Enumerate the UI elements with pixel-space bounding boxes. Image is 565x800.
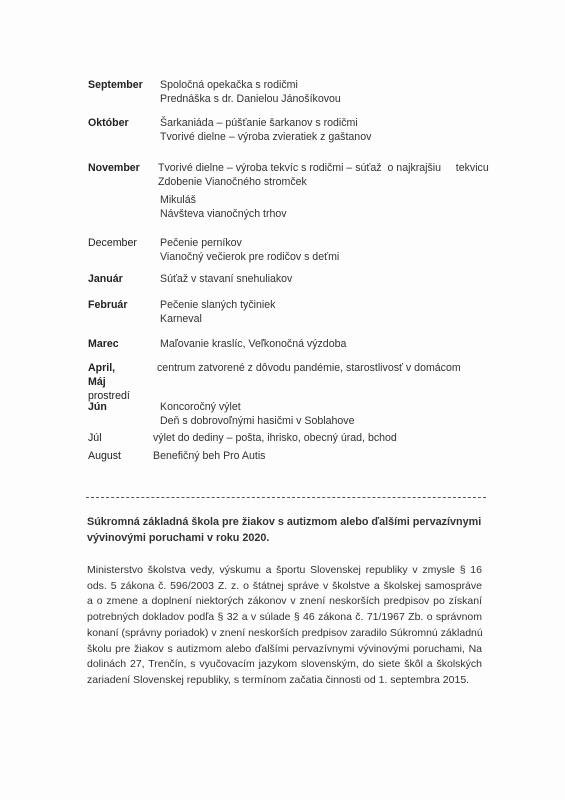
dashed-divider (86, 497, 486, 498)
month-label: Marec (88, 338, 119, 350)
month-label: Júl (88, 432, 102, 444)
activity-item: Mikuláš (160, 194, 196, 206)
month-label: December (88, 237, 137, 249)
activity-item: Súťaž v stavaní snehuliakov (160, 273, 293, 285)
month-label: November (88, 162, 140, 174)
activity-item: Zdobenie Vianočného stromček (158, 176, 307, 188)
section-heading (87, 514, 517, 546)
month-label (88, 361, 130, 403)
activity-item: Spoločná opekačka s rodičmi (160, 79, 298, 91)
activity-item: Vianočný večierok pre rodičov s deťmi (160, 251, 340, 263)
paragraph-line: a o zmene a doplnení niektorých zákonov v znení neskorších predpisov po získaní (87, 595, 482, 608)
month-label: Október (88, 117, 129, 129)
activity-list (160, 236, 339, 264)
activity-list (158, 161, 489, 189)
activity-item: Pečenie slaných tyčiniek (160, 299, 276, 311)
activity-item: Návšteva vianočných trhov (160, 208, 287, 220)
activity-item: centrum zatvorené z dôvodu pandémie, starostlivosť v domácom (157, 362, 461, 374)
month-label-continuation: prostredí (88, 390, 130, 402)
activity-item: Karneval (160, 313, 202, 325)
section-heading-line: vývinovými poruchami v roku 2020. (87, 532, 270, 544)
activity-list (153, 431, 397, 445)
month-label: Jún (88, 401, 107, 413)
paragraph-line: zariadení Slovenskej republiky, s termínom začatia činnosti od 1. septembra 2015. (87, 673, 470, 686)
activity-item: Benefičný beh Pro Autis (153, 450, 266, 462)
activity-item: Pečenie perníkov (160, 237, 242, 249)
month-label: Január (88, 273, 123, 285)
month-label: August (88, 450, 121, 462)
activity-list (160, 337, 346, 351)
month-label: September (88, 79, 143, 91)
month-label-line: April, Máj (88, 362, 116, 388)
section-heading-line: Súkromná základná škola pre žiakov s autizmom alebo ďalšími pervazívnymi (87, 516, 482, 528)
activity-list (153, 449, 265, 463)
activity-list (160, 193, 287, 221)
activity-list (160, 298, 275, 326)
activity-list (157, 361, 461, 375)
month-label: Február (88, 299, 128, 311)
activity-list (160, 272, 292, 286)
activity-list (160, 116, 371, 144)
activity-item: Tvorivé dielne – výroba zvieratiek z gaštanov (160, 131, 372, 143)
paragraph-line: ods. 5 zákona č. 596/2003 Z. z. o štátnej správe v školstve a školskej samospráve (87, 579, 482, 592)
activity-list (160, 78, 341, 106)
activity-item: výlet do dediny – pošta, ihrisko, obecný úrad, bchod (153, 432, 397, 444)
paragraph-line: dolinách 27, Trenčín, s vyučovacím jazykom slovenským, do siete škôl a školských (87, 658, 482, 671)
activity-item: Šarkaniáda – púšťanie šarkanov s rodičmi (160, 117, 358, 129)
activity-item: Deň s dobrovoľnými hasičmi v Soblahove (160, 415, 355, 427)
paragraph-line: školu pre žiakov s autizmom alebo ďalšími pervazívnymi vývinovými poruchami, Na (87, 642, 482, 655)
activity-item: Koncoročný výlet (160, 401, 241, 413)
activity-item: Maľovanie kraslíc, Veľkonočná výzdoba (160, 338, 347, 350)
paragraph-line: konaní (správny poriadok) v znení neskorších predpisov zaradilo Súkromnú základnú (87, 626, 483, 639)
paragraph-line: Ministerstvo školstva vedy, výskumu a športu Slovenskej republiky v zmysle § 16 (87, 564, 482, 576)
activity-item: Prednáška s dr. Danielou Jánošíkovou (160, 93, 341, 105)
activity-item: Tvorivé dielne – výroba tekvíc s rodičmi – súťaž o najkrajšiu tekvicu (158, 162, 489, 174)
section-paragraph (87, 563, 482, 689)
paragraph-line: potrebných dokladov podľa § 32 a v súlade § 46 zákona č. 71/1967 Zb. o správnom (87, 611, 482, 624)
activity-list (160, 400, 354, 428)
